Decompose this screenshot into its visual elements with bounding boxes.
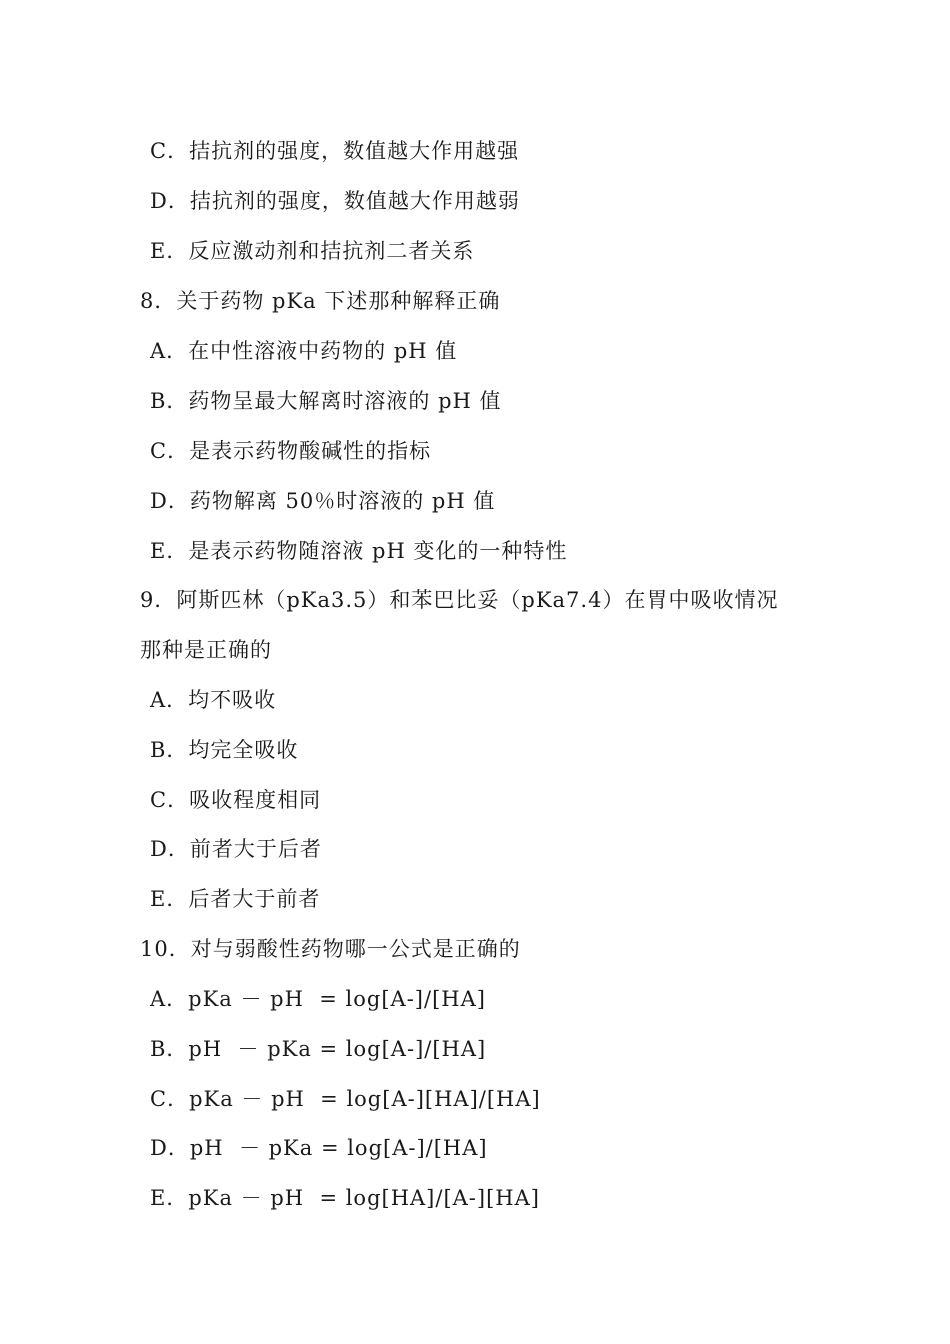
q9-option-e: E．后者大于前者: [150, 887, 321, 911]
q8-option-e: E．是表示药物随溶液 pH 变化的一种特性: [150, 539, 568, 563]
q7-option-d: D．拮抗剂的强度，数值越大作用越弱: [150, 189, 520, 213]
q8-option-d: D．药物解离 50％时溶液的 pH 值: [150, 489, 496, 513]
q10-option-b: B．pH － pKa = log[A-]/[HA]: [150, 1037, 487, 1061]
q7-option-e: E．反应激动剂和拮抗剂二者关系: [150, 239, 475, 263]
q9-question-line2: 那种是正确的: [140, 638, 272, 662]
q7-option-c: C．拮抗剂的强度，数值越大作用越强: [150, 139, 520, 163]
q8-option-a: A．在中性溶液中药物的 pH 值: [150, 339, 458, 363]
q9-question-line1: 9．阿斯匹林（pKa3.5）和苯巴比妥（pKa7.4）在胃中吸收情况: [140, 588, 779, 612]
q9-option-c: C．吸收程度相同: [150, 788, 322, 812]
q8-question: 8．关于药物 pKa 下述那种解释正确: [140, 289, 501, 313]
q10-option-d: D．pH － pKa = log[A-]/[HA]: [150, 1136, 488, 1160]
q10-question: 10．对与弱酸性药物哪一公式是正确的: [140, 937, 521, 961]
q10-option-c: C．pKa － pH = log[A-][HA]/[HA]: [150, 1087, 541, 1111]
q10-option-a: A．pKa － pH = log[A-]/[HA]: [150, 987, 486, 1011]
q9-option-d: D．前者大于后者: [150, 837, 322, 861]
q9-option-a: A．均不吸收: [150, 688, 277, 712]
q8-option-b: B．药物呈最大解离时溶液的 pH 值: [150, 389, 502, 413]
q8-option-c: C．是表示药物酸碱性的指标: [150, 439, 432, 463]
q10-option-e: E．pKa － pH = log[HA]/[A-][HA]: [150, 1186, 540, 1210]
q9-option-b: B．均完全吸收: [150, 738, 299, 762]
